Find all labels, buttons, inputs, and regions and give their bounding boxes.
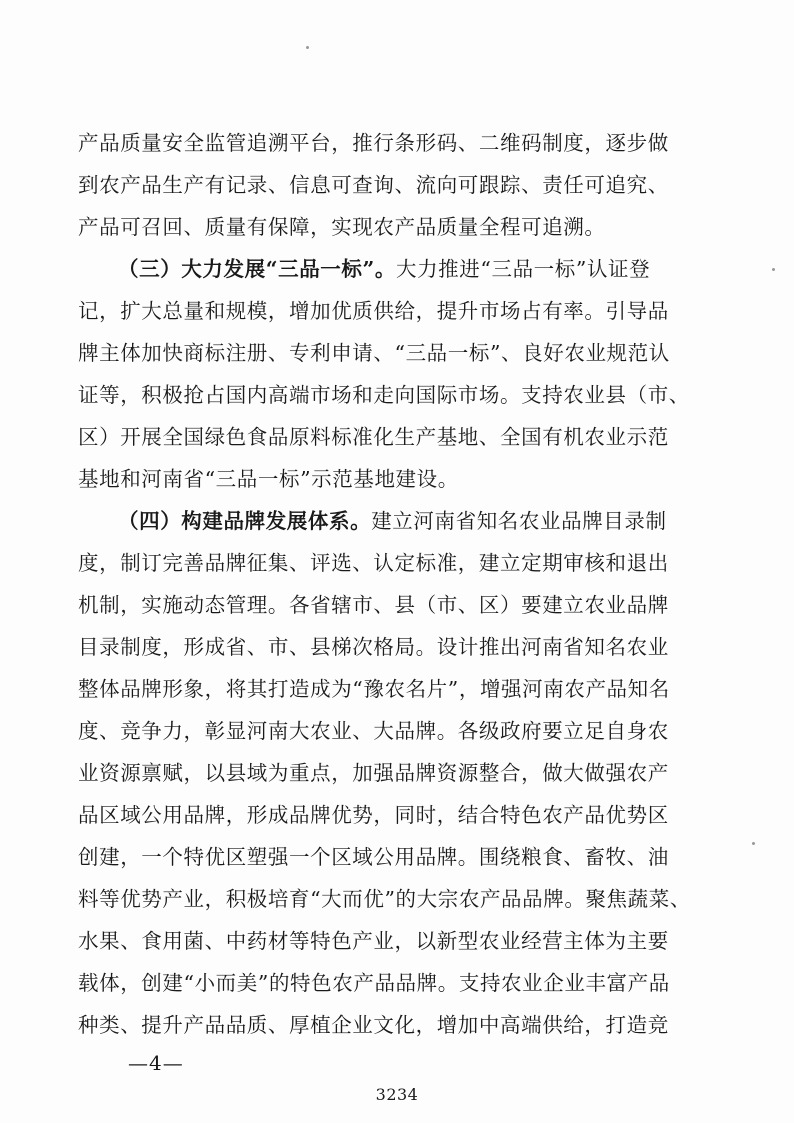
page-number: —4— — [128, 1051, 184, 1075]
scan-speck — [306, 46, 309, 49]
body-line: 目录制度，形成省、市、县梯次格局。设计推出河南省知名农业 — [78, 635, 669, 659]
body-line: 种类、提升产品品质、厚植企业文化，增加中高端供给，打造竞 — [78, 1013, 669, 1037]
section-three-text: 大力推进“三品一标”认证登 — [395, 257, 651, 281]
section-three-heading: （三）大力发展“三品一标”。 — [118, 257, 396, 281]
body-line: 牌主体加快商标注册、专利申请、“三品一标”、良好农业规范认 — [78, 341, 670, 365]
body-line: 水果、食用菌、中药材等特色产业，以新型农业经营主体为主要 — [78, 929, 669, 953]
body-line: 业资源禀赋，以县域为重点，加强品牌资源整合，做大做强农产 — [78, 761, 669, 785]
body-line: 机制，实施动态管理。各省辖市、县（市、区）要建立农业品牌 — [78, 593, 669, 617]
footer-code: 3234 — [375, 1085, 419, 1104]
section-four-text: 建立河南省知名农业品牌目录制 — [371, 509, 667, 533]
scan-speck — [752, 842, 755, 845]
body-line: 料等优势产业，积极培育“大而优”的大宗农产品品牌。聚焦蔬菜、 — [78, 887, 691, 911]
section-four-first-line — [118, 506, 678, 536]
body-line: 品区域公用品牌，形成品牌优势，同时，结合特色农产品优势区 — [78, 803, 669, 827]
body-line: 基地和河南省“三品一标”示范基地建设。 — [78, 467, 459, 491]
section-four-heading: （四）构建品牌发展体系。 — [118, 509, 372, 533]
body-line: 到农产品生产有记录、信息可查询、流向可跟踪、责任可追究、 — [78, 173, 669, 197]
scan-speck — [772, 268, 775, 271]
body-line: 证等，积极抢占国内高端市场和走向国际市场。支持农业县（市、 — [78, 383, 690, 407]
body-line: 载体，创建“小而美”的特色农产品品牌。支持农业企业丰富产品 — [78, 971, 670, 995]
body-line: 度，制订完善品牌征集、评选、认定标准，建立定期审核和退出 — [78, 551, 669, 575]
body-line: 整体品牌形象，将其打造成为“豫农名片”，增强河南农产品知名 — [78, 677, 670, 701]
body-line: 产品可召回、质量有保障，实现农产品质量全程可追溯。 — [78, 215, 606, 239]
body-line: 产品质量安全监管追溯平台，推行条形码、二维码制度，逐步做 — [78, 131, 669, 155]
body-line: 区）开展全国绿色食品原料标准化生产基地、全国有机农业示范 — [78, 425, 669, 449]
body-line: 度、竞争力，彰显河南大农业、大品牌。各级政府要立足自身农 — [78, 719, 669, 743]
body-line: 创建，一个特优区塑强一个区域公用品牌。围绕粮食、畜牧、油 — [78, 845, 669, 869]
section-three-first-line — [118, 254, 678, 284]
body-line: 记，扩大总量和规模，增加优质供给，提升市场占有率。引导品 — [78, 299, 669, 323]
